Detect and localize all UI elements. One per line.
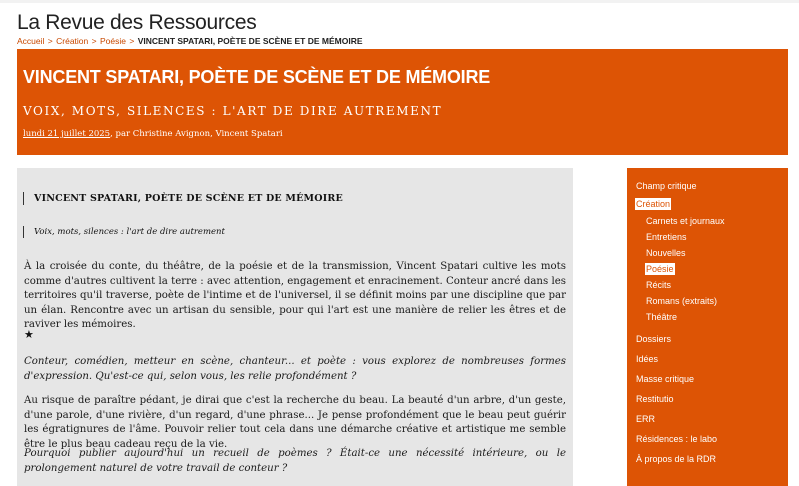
breadcrumb-separator: > [91, 36, 97, 46]
top-border [0, 0, 799, 3]
authors: Christine Avignon, Vincent Spatari [132, 129, 283, 139]
sidebar-item-dossiers[interactable]: Dossiers [636, 334, 672, 344]
article-meta [23, 129, 283, 140]
breadcrumb-current: VINCENT SPATARI, POÈTE DE SCÈNE ET DE MÉMOIRE [137, 36, 363, 46]
sidebar-item-entretiens[interactable]: Entretiens [646, 232, 687, 242]
sidebar-nav [627, 168, 788, 486]
breadcrumb-home-link[interactable]: Accueil [17, 36, 45, 46]
breadcrumb-separator: > [129, 36, 135, 46]
breadcrumb-creation-link[interactable]: Création [56, 36, 89, 46]
site-title[interactable]: La Revue des Ressources [17, 11, 257, 34]
intro-paragraph: À la croisée du conte, du théâtre, de la poésie et de la transmission, Vincent Spatari cultive les mots comme d'autres cultivent la terre : avec attention, engagement et enracinement. Conteur ancré dans les territoires qu'il traverse, poète de l'intime et de l'universel, il se définit moins par une discipline que par un élan. Rencontre avec un artisan du sensible, pour qui l'art est une manière de relier les êtres et de raviver les mémoires. [24, 261, 566, 330]
article-title: VINCENT SPATARI, POÈTE DE SCÈNE ET DE MÉMOIRE [23, 192, 343, 205]
breadcrumb-poesie-link[interactable]: Poésie [99, 36, 126, 46]
sidebar-item-restitutio[interactable]: Restitutio [636, 394, 674, 404]
sidebar-item-a-propos[interactable]: À propos de la RDR [636, 454, 717, 464]
page-title: VINCENT SPATARI, POÈTE DE SCÈNE ET DE MÉMOIRE [23, 67, 491, 87]
sidebar-item-theatre[interactable]: Théâtre [646, 312, 678, 322]
article-body [17, 168, 573, 486]
sidebar-item-creation[interactable]: Création [636, 199, 671, 209]
sidebar-item-champ-critique[interactable]: Champ critique [636, 181, 697, 191]
sidebar-item-err[interactable]: ERR [636, 414, 656, 424]
sidebar-item-idees[interactable]: Idées [636, 354, 659, 364]
question-1: Conteur, comédien, metteur en scène, chanteur... et poète : vous explorez de nombreuses formes d'expression. Qu'est-ce qui, selon vous, les relie profondément ? [24, 356, 566, 382]
article-header [17, 49, 788, 155]
publish-date[interactable]: lundi 21 juillet 2025 [23, 129, 111, 139]
sidebar-item-nouvelles[interactable]: Nouvelles [646, 248, 686, 258]
authors-prefix: , par [110, 129, 133, 139]
breadcrumb-separator: > [47, 36, 53, 46]
question-2: Pourquoi publier aujourd'hui un recueil de poèmes ? Était-ce une nécessité intérieure, ou le prolongement naturel de votre travail de conteur ? [24, 448, 566, 474]
article-subtitle: Voix, mots, silences : l'art de dire autrement [23, 226, 225, 238]
star-separator-icon: ★ [24, 328, 34, 341]
sidebar-item-residences[interactable]: Résidences : le labo [636, 434, 718, 444]
sidebar-item-romans[interactable]: Romans (extraits) [646, 296, 718, 306]
answer-1: Au risque de paraître pédant, je dirai que c'est la recherche du beau. La beauté d'un arbre, d'un geste, d'une parole, d'une rivière, d'un regard, d'une phrase... Je pense profondément que le beau peut guérir les égratignures de l'âme. Pouvoir relier tout cela dans une démarche créative et artistique me semble être le plus beau cadeau reçu de la vie. [24, 395, 566, 450]
breadcrumb [17, 36, 363, 47]
sidebar-item-poesie[interactable]: Poésie [646, 264, 674, 274]
sidebar-item-masse-critique[interactable]: Masse critique [636, 374, 695, 384]
sidebar-item-recits[interactable]: Récits [646, 280, 672, 290]
sidebar-item-carnets[interactable]: Carnets et journaux [646, 216, 725, 226]
page-subtitle: VOIX, MOTS, SILENCES : L'ART DE DIRE AUTREMENT [23, 104, 443, 118]
